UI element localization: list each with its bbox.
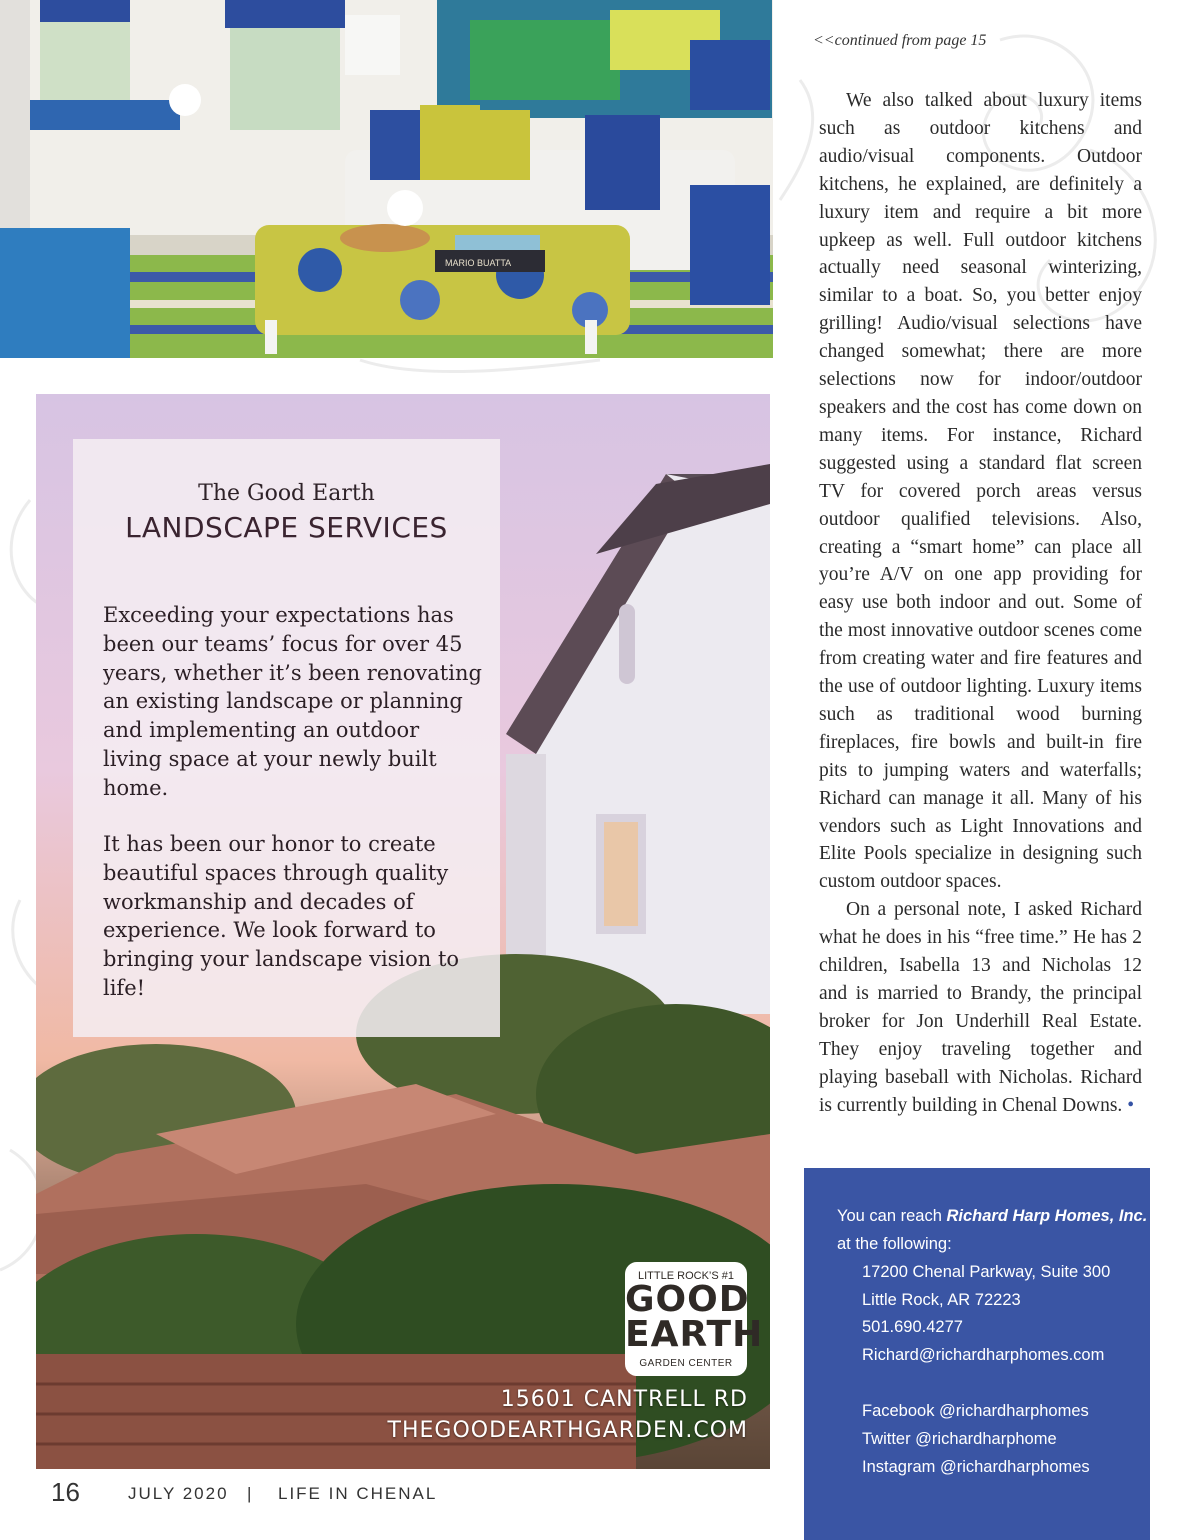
logo-subtitle: GARDEN CENTER: [639, 1358, 733, 1369]
contact-company-name: Richard Harp Homes, Inc.: [946, 1207, 1148, 1225]
logo-tagline: LITTLE ROCK’S #1: [638, 1270, 734, 1282]
contact-instagram[interactable]: Instagram @richardharphomes: [862, 1458, 1090, 1476]
contact-intro: [837, 1203, 1147, 1231]
footer-separator: |: [247, 1484, 252, 1503]
page-number: 16: [51, 1477, 80, 1507]
ad-body-copy-1: Exceeding your expectations has been our teams’ focus for over 45 years, whether it’s been renovating an existing landscape or planning and implementing an outdoor living space at your newly built home.: [103, 603, 482, 800]
article-body: [819, 87, 1142, 1120]
footer-issue-date: JULY 2020: [128, 1484, 229, 1503]
footer-magazine-name: LIFE IN CHENAL: [278, 1484, 438, 1503]
ad-street-address: 15601 CANTRELL RD: [500, 1387, 748, 1412]
ad-body-copy-2: It has been our honor to create beautiful spaces through quality workmanship and decades of experience. We look forward to bringing your landscape vision to life!: [103, 832, 460, 1000]
end-of-article-bullet: •: [1122, 1094, 1135, 1116]
book-spine-text: MARIO BUATTA: [445, 258, 512, 268]
living-room-illustration: [0, 0, 773, 358]
article-paragraph-final: [819, 896, 1142, 1119]
good-earth-logo: [625, 1262, 764, 1376]
contact-address-line-2: Little Rock, AR 72223: [862, 1291, 1021, 1309]
contact-intro-suffix: at the following:: [837, 1235, 952, 1253]
ad-service-heading: LANDSCAPE SERVICES: [125, 511, 448, 544]
continued-from-note: <<continued from page 15: [813, 32, 987, 49]
contact-info-box: [804, 1168, 1150, 1540]
contact-twitter[interactable]: Twitter @richardharphome: [862, 1430, 1057, 1448]
contact-facebook[interactable]: Facebook @richardharphomes: [862, 1402, 1089, 1420]
contact-phone[interactable]: 501.690.4277: [862, 1318, 963, 1336]
article-paragraph: We also talked about luxury items such as outdoor kitchens and audio/visual components. Outdoor kitchens, he explained, are definitely a luxury item and require a bit more upkeep as well. Full outdoor kitchens actually need seasonal winterizing, similar to a boat. So, you better enjoy grilling! Audio/visual selections have changed somewhat; there are more selections now for indoor/outdoor speakers and the cost has come down on many items. For instance, Richard suggested using a standard flat screen TV for covered porch areas versus outdoor qualified televisions. Also, creating a “smart home” can place all you’re A/V on one app providing for easy use both indoor and out. Some of the most innovative outdoor scenes come from creating water and fire features and the use of outdoor lighting. Luxury items such as traditional wood burning fireplaces, fire bowls and built-in fire pits to jumping waters and waterfalls; Richard can manage it all. Many of his vendors such as Light Innovations and Elite Pools specialize in designing such custom outdoor spaces.: [819, 90, 1142, 893]
logo-word-earth: EARTH: [625, 1314, 764, 1355]
article-paragraph-text: On a personal note, I asked Richard what he does in his “free time.” He has 2 children, Isabella 13 and Nicholas 12 and is married to Brandy, the principal broker for Jon Underhill Real Estate. They enjoy traveling together and playing baseball with Nicholas. Richard is currently building in Chenal Downs.: [819, 899, 1142, 1116]
good-earth-advertisement[interactable]: [36, 394, 770, 1469]
living-room-photo: [0, 0, 773, 358]
contact-intro-prefix: You can reach: [837, 1207, 947, 1225]
contact-email[interactable]: Richard@richardharphomes.com: [862, 1346, 1105, 1364]
ad-website-link[interactable]: THEGOODEARTHGARDEN.COM: [387, 1418, 748, 1443]
ad-brand-name: The Good Earth: [198, 481, 375, 506]
logo-word-good: GOOD: [625, 1279, 750, 1320]
ad-text-panel: [73, 439, 500, 1037]
contact-address-line-1: 17200 Chenal Parkway, Suite 300: [862, 1263, 1111, 1281]
